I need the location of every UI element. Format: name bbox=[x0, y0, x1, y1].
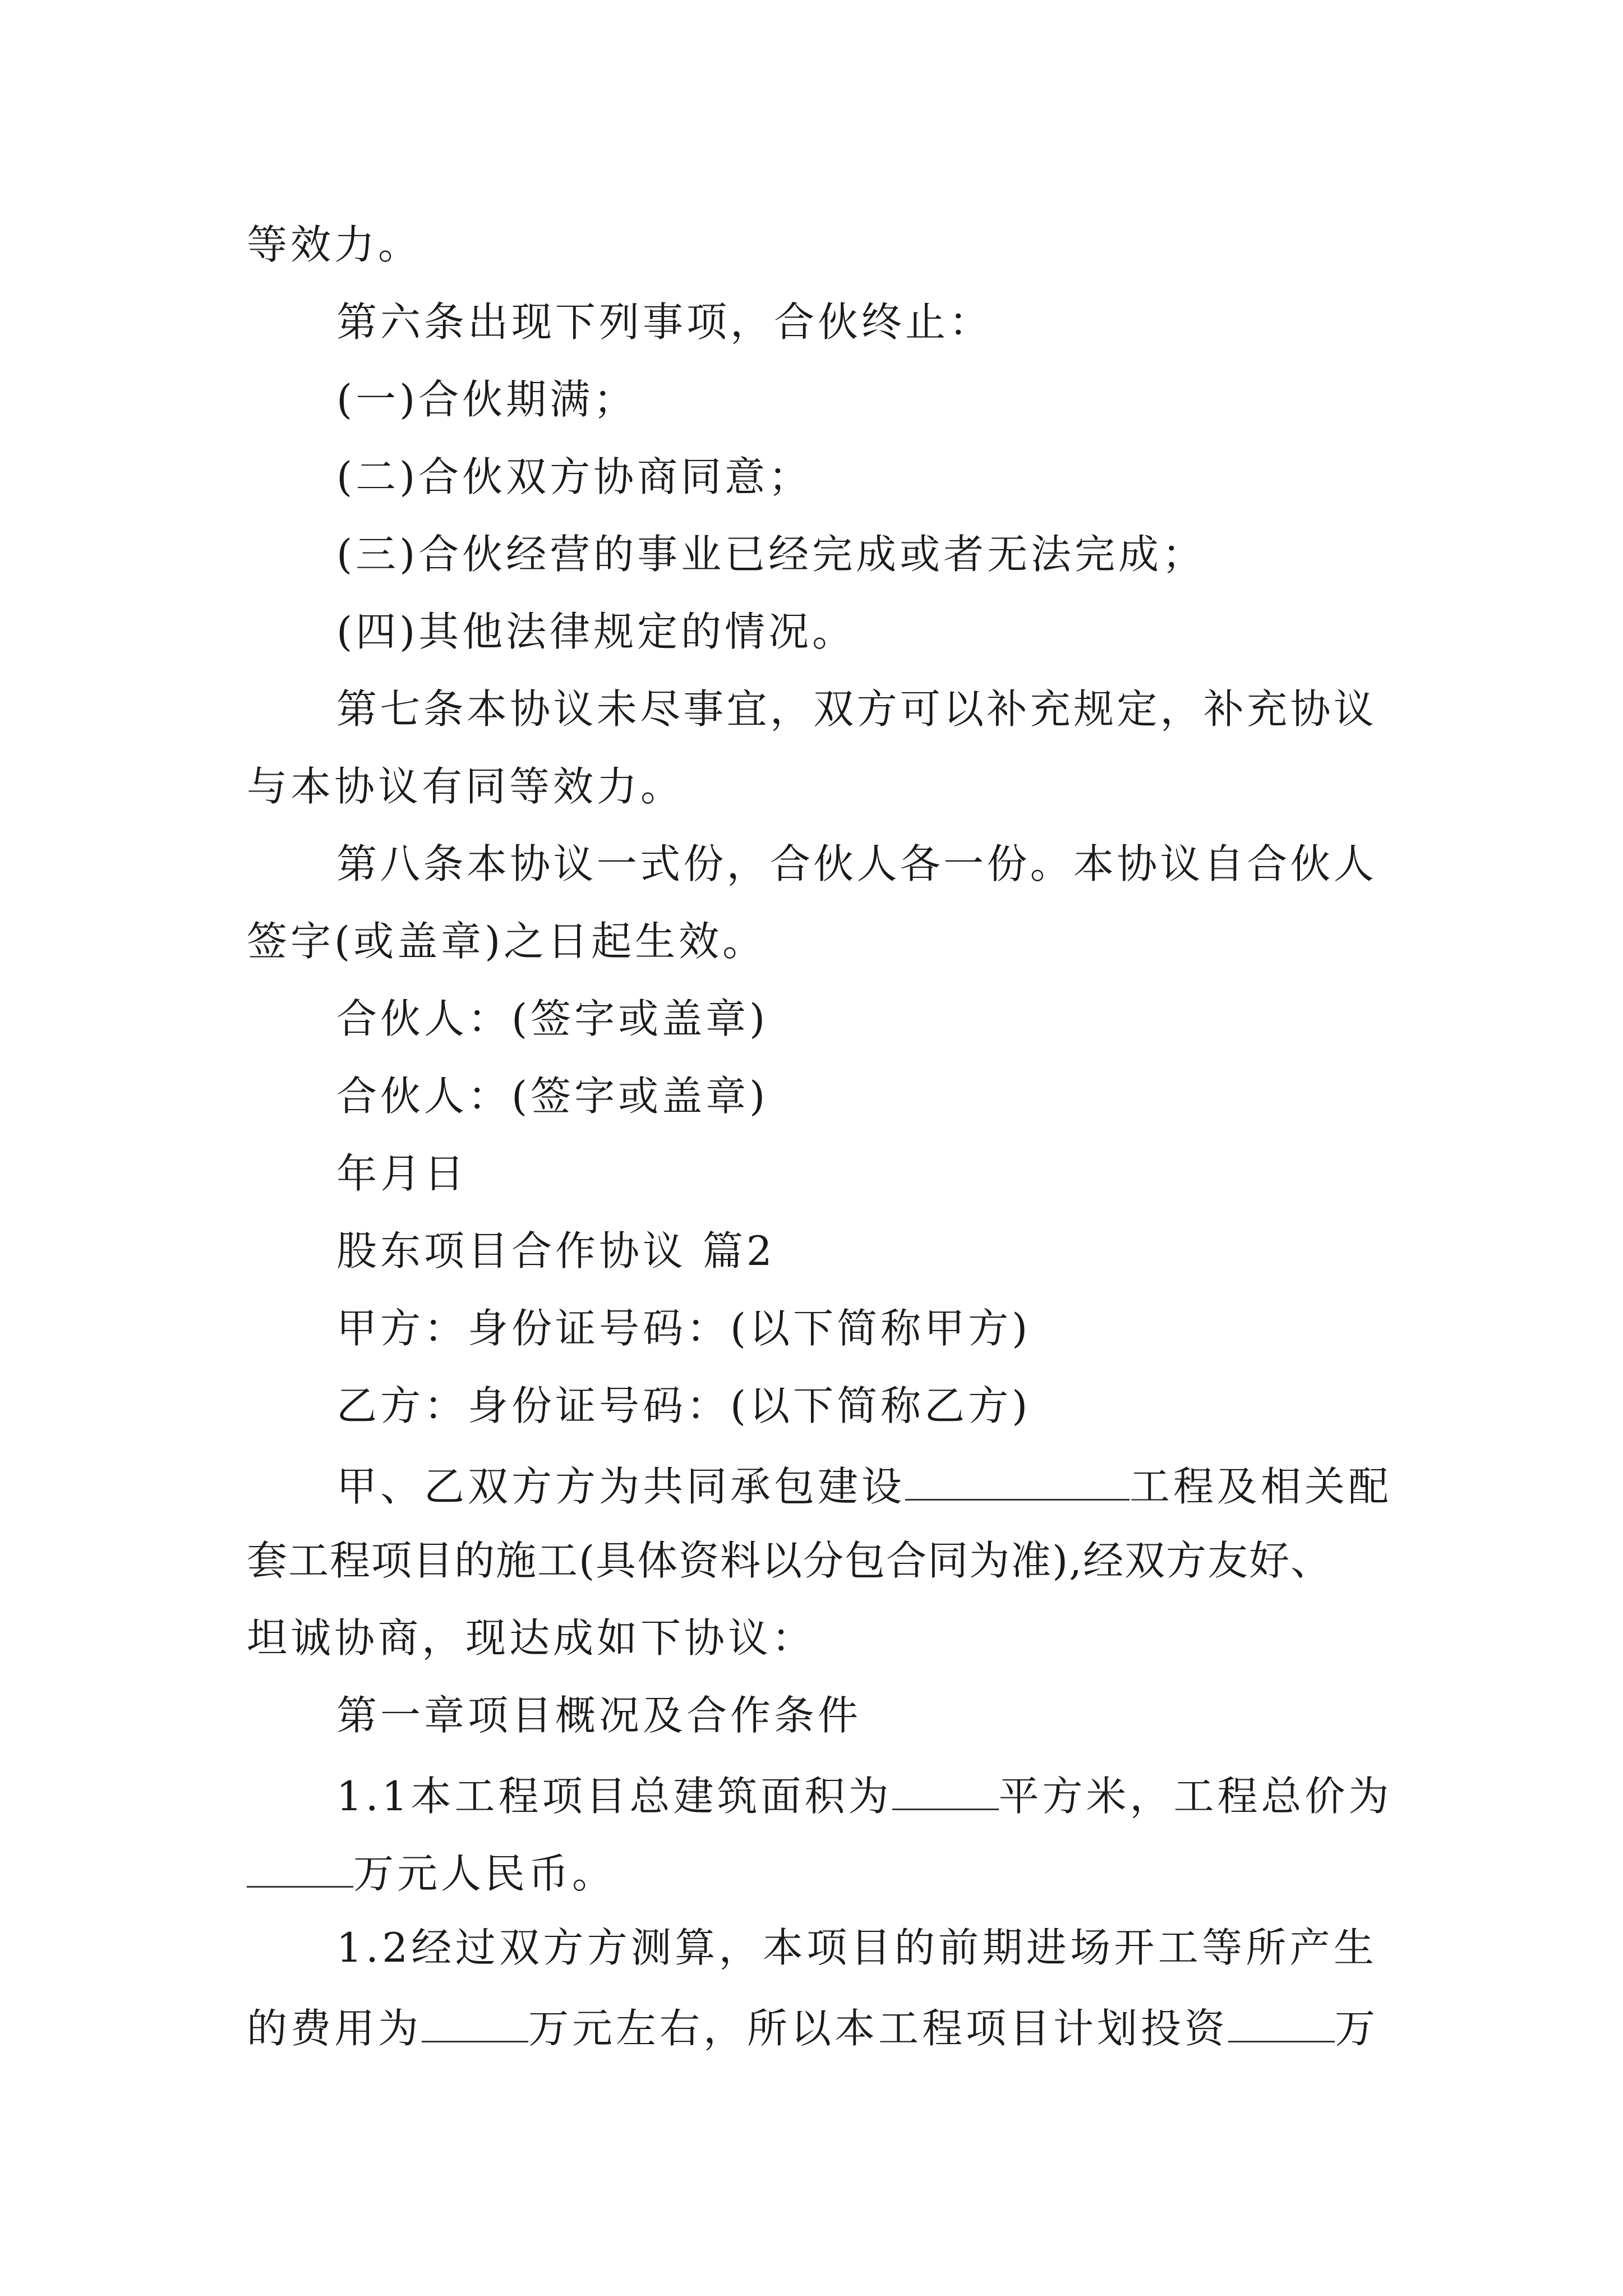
character: 合 bbox=[1247, 840, 1288, 887]
character: ， bbox=[769, 685, 810, 733]
clause-line bbox=[247, 2005, 1379, 2052]
date-line: 年月日 bbox=[336, 1150, 468, 1197]
text-segment: 的费用为 bbox=[247, 2005, 422, 2052]
character: 伙 bbox=[1290, 840, 1331, 887]
fill-in-blank bbox=[422, 2005, 528, 2042]
character: 1 bbox=[336, 1924, 362, 1971]
character: 本 bbox=[466, 685, 507, 733]
paragraph-line: 套工程项目的施工(具体资料以分包合同为准),经双方友好、 bbox=[247, 1537, 1332, 1584]
character: 协 bbox=[510, 840, 551, 887]
text-segment: 工程及相关配 bbox=[1129, 1463, 1393, 1510]
character: 事 bbox=[683, 685, 724, 733]
character: 目 bbox=[850, 1924, 891, 1971]
section-title: 股东项目合作协议 篇2 bbox=[336, 1227, 776, 1274]
character: 宜 bbox=[726, 685, 767, 733]
signature-line: 合伙人：(签字或盖章) bbox=[336, 995, 769, 1042]
character: 进 bbox=[1026, 1924, 1067, 1971]
character: 本 bbox=[762, 1924, 803, 1971]
character: 各 bbox=[900, 840, 940, 887]
list-item: (二)合伙双方协商同意； bbox=[336, 453, 813, 500]
clause-line bbox=[336, 1924, 1374, 1971]
character: 议 bbox=[1160, 840, 1201, 887]
text-segment: 1.1本工程项目总建筑面积为 bbox=[336, 1773, 892, 1820]
character: 合 bbox=[769, 840, 810, 887]
character: 测 bbox=[630, 1924, 671, 1971]
chapter-heading: 第一章项目概况及合作条件 bbox=[336, 1692, 862, 1739]
paragraph-line bbox=[336, 1463, 1393, 1510]
character: 条 bbox=[423, 840, 464, 887]
character: 份 bbox=[683, 840, 724, 887]
text-segment: 万元左右，所以本工程项目计划投资 bbox=[528, 2005, 1229, 2052]
character: 条 bbox=[423, 685, 464, 733]
character: ， bbox=[718, 1924, 759, 1971]
character: 可 bbox=[900, 685, 940, 733]
character: 方 bbox=[856, 685, 897, 733]
character: ， bbox=[1160, 685, 1201, 733]
character: 议 bbox=[553, 840, 594, 887]
article-six-heading: 第六条出现下列事项，合伙终止： bbox=[336, 298, 993, 346]
character: 七 bbox=[380, 685, 421, 733]
fill-in-blank bbox=[905, 1463, 1129, 1501]
character: 充 bbox=[1030, 685, 1071, 733]
fill-in-blank bbox=[1228, 2005, 1335, 2042]
character: 自 bbox=[1203, 840, 1244, 887]
character: 份 bbox=[986, 840, 1027, 887]
character: 经 bbox=[411, 1924, 452, 1971]
text-segment: 万元人民币。 bbox=[353, 1850, 616, 1897]
list-item: (一)合伙期满； bbox=[336, 376, 638, 423]
character: 所 bbox=[1246, 1924, 1287, 1971]
character: 协 bbox=[1117, 840, 1158, 887]
clause-line bbox=[247, 1850, 616, 1897]
article-seven-line-1 bbox=[336, 685, 1374, 733]
article-seven-line-2: 与本协议有同等效力。 bbox=[247, 763, 685, 810]
character: 补 bbox=[1203, 685, 1244, 733]
character: 协 bbox=[510, 685, 551, 733]
character: 方 bbox=[543, 1924, 584, 1971]
character: 式 bbox=[640, 840, 681, 887]
clause-line bbox=[336, 1773, 1393, 1820]
character: 伙 bbox=[813, 840, 854, 887]
character: 未 bbox=[596, 685, 637, 733]
character: 等 bbox=[1202, 1924, 1243, 1971]
party-a-line: 甲方：身份证号码：(以下简称甲方) bbox=[336, 1305, 1031, 1352]
character: 八 bbox=[380, 840, 421, 887]
character: 尽 bbox=[640, 685, 681, 733]
character: 工 bbox=[1158, 1924, 1198, 1971]
text-line: 等效力。 bbox=[247, 221, 422, 268]
character: 以 bbox=[943, 685, 984, 733]
fill-in-blank bbox=[247, 1850, 353, 1888]
character: 算 bbox=[675, 1924, 716, 1971]
character: 人 bbox=[856, 840, 897, 887]
character: 补 bbox=[986, 685, 1027, 733]
character: 第 bbox=[336, 685, 377, 733]
party-b-line: 乙方：身份证号码：(以下简称乙方) bbox=[336, 1382, 1031, 1429]
character: 第 bbox=[336, 840, 377, 887]
character: 规 bbox=[1073, 685, 1114, 733]
character: 场 bbox=[1070, 1924, 1111, 1971]
character: 充 bbox=[1247, 685, 1288, 733]
character: 协 bbox=[1290, 685, 1331, 733]
character: 一 bbox=[943, 840, 984, 887]
list-item: (四)其他法律规定的情况。 bbox=[336, 608, 856, 655]
character: 前 bbox=[938, 1924, 979, 1971]
character: 方 bbox=[587, 1924, 628, 1971]
character: 本 bbox=[1073, 840, 1114, 887]
character: 双 bbox=[813, 685, 854, 733]
signature-line: 合伙人：(签字或盖章) bbox=[336, 1073, 769, 1120]
character: 本 bbox=[466, 840, 507, 887]
character: 人 bbox=[1333, 840, 1374, 887]
character: 双 bbox=[499, 1924, 540, 1971]
character: 生 bbox=[1333, 1924, 1374, 1971]
character: 2 bbox=[382, 1924, 408, 1971]
article-eight-line-1 bbox=[336, 840, 1374, 887]
text-segment: 万 bbox=[1335, 2005, 1379, 2052]
text-segment: 甲、乙双方方为共同承包建设 bbox=[336, 1463, 906, 1510]
character: 期 bbox=[982, 1924, 1023, 1971]
paragraph-line: 坦诚协商，现达成如下协议： bbox=[247, 1614, 816, 1662]
text-segment: 平方米，工程总价为 bbox=[998, 1773, 1393, 1820]
character: 开 bbox=[1114, 1924, 1155, 1971]
article-eight-line-2: 签字(或盖章)之日起生效。 bbox=[247, 918, 767, 965]
character: 议 bbox=[1333, 685, 1374, 733]
character: ， bbox=[726, 840, 767, 887]
character: 一 bbox=[596, 840, 637, 887]
list-item: (三)合伙经营的事业已经完成或者无法完成； bbox=[336, 531, 1206, 578]
character: 的 bbox=[894, 1924, 935, 1971]
character: 产 bbox=[1289, 1924, 1330, 1971]
character: 定 bbox=[1117, 685, 1158, 733]
character: 项 bbox=[806, 1924, 847, 1971]
character: 。 bbox=[1030, 840, 1071, 887]
character: 过 bbox=[455, 1924, 496, 1971]
character: . bbox=[366, 1924, 379, 1971]
fill-in-blank bbox=[892, 1773, 999, 1810]
character: 议 bbox=[553, 685, 594, 733]
